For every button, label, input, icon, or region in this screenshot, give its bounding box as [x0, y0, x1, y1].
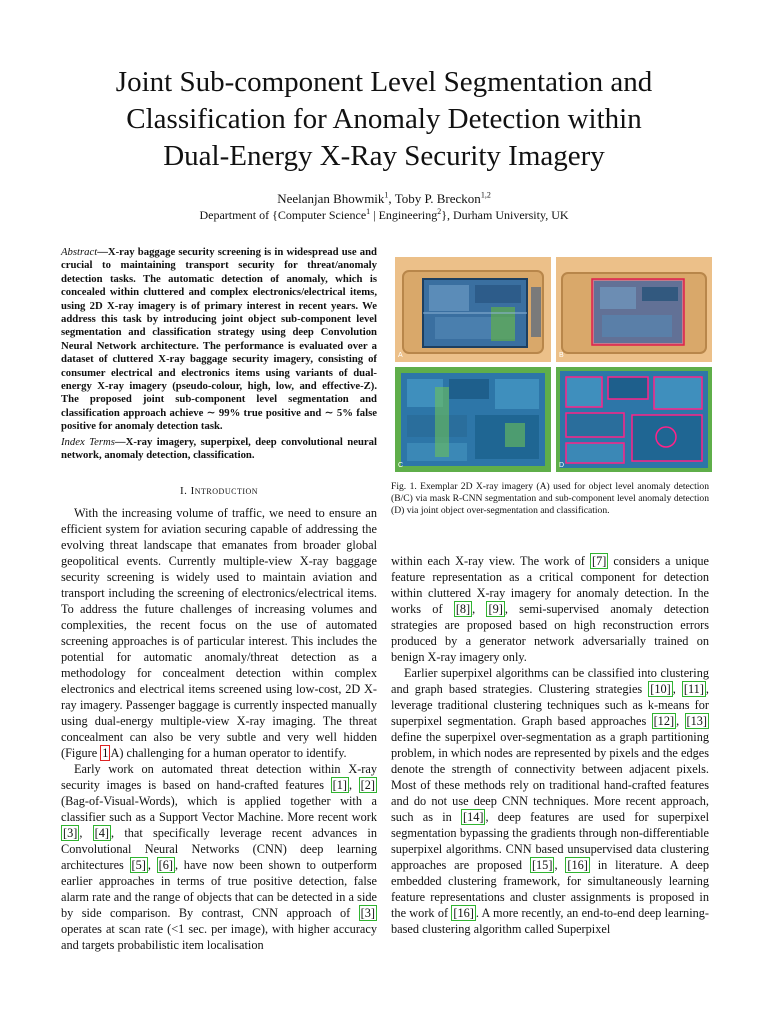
para-text: Early work on automated threat detection within X-ray security images is based on hand-crafted features [61, 761, 377, 792]
para-text: (Bag-of-Visual-Words), which is applied together with a classifier such as a Support Vector Machine. More recent work [61, 793, 377, 824]
para-text: within each X-ray view. The work of [391, 554, 590, 568]
abstract-label: Abstract [61, 246, 98, 258]
citation-link[interactable]: [14] [462, 810, 484, 824]
author-1: Neelanjan Bhowmik [277, 191, 385, 206]
intro-paragraph-2 [61, 761, 377, 953]
affil-part-2: | Engineering [370, 208, 438, 222]
citation-link[interactable]: [12] [653, 714, 675, 728]
para-text: , [672, 682, 682, 696]
para-text: define the superpixel over-segmentation as a graph partitioning problem, in which nodes are represented by pixels and the edges denote the strength of connectivity between adjacent pixels. Most of these methods rely on traditional hand-crafted features and do not use deep CNN techniques. More recent approach, such as in [391, 730, 709, 824]
right-paragraph-1 [391, 553, 709, 665]
citation-link[interactable]: [11] [683, 682, 704, 696]
para-text: A) challenging for a human operator to identify. [110, 745, 347, 760]
index-terms-label: Index Terms [61, 435, 115, 448]
panel-label-b: B [559, 352, 564, 359]
authors [40, 191, 728, 207]
xray-image-c [395, 367, 551, 472]
para-text: , [554, 858, 566, 872]
para-text: , [472, 602, 487, 616]
affil-part-3: }, Durham University, UK [441, 208, 569, 222]
figure-caption: Fig. 1. Exemplar 2D X-ray imagery (A) used for object level anomaly detection (B/C) via mask R-CNN segmentation and sub-component level anomaly detection (D) via joint object over-segmentation and classification. [391, 481, 709, 516]
citation-link[interactable]: [16] [567, 858, 588, 872]
figure-panel-c [395, 367, 551, 472]
left-body [61, 505, 377, 953]
title-line-1: Joint Sub-component Level Segmentation and [115, 66, 653, 98]
citation-link[interactable]: [13] [686, 714, 707, 728]
para-text: With the increasing volume of traffic, we need to ensure an efficient system for aviation securing capable of addressing the evolving threat landscape that emanates from broader global geopolitical events. Currently multiple-view X-ray baggage security screening is widely used to maintain aviation and transport including the screening of electronics/electrical items. To address the future challenges of increasing volumes and complexities, the recent focus on the use of automated screening approaches is of particular interest. This includes the potential for automatic anomaly/threat detection as a methodology for concealment detection within complex electronics and electrical items screened using low-cost, 2D X-ray imagery. Passenger baggage is currently inspected manually using dual-energy multiple-view X-ray imaging. The threat concealment can also be very subtle and very well hidden (Figure [61, 505, 377, 760]
affiliation [40, 208, 728, 223]
para-text: , [147, 857, 157, 872]
figure-panel-b [556, 257, 712, 362]
citation-link[interactable]: [4] [94, 825, 110, 840]
affil-sup-2: 2 [437, 207, 442, 216]
abstract-text: —X-ray baggage security screening is in widespread use and crucial to maintaining transport security for threat/anomaly detection tasks. The automatic detection of anomaly, which is concealed within cluttered and complex electronics/electrical items, using 2D X-ray imagery is of primary interest in recent years. We address this task by introducing joint object sub-component level segmentation and classification strategy using deep Convolution Neural Network architecture. The performance is evaluated over a dataset of cluttered X-ray baggage security imagery, consisting of consumer electrical and electronics items using variants of dual-energy X-ray imagery (pseudo-colour, high, low, and effective-Z). The proposed joint sub-component level segmentation and classification approach achieve ∼ 99% true positive and ∼ 5% false positive for anomaly detection task. [61, 246, 377, 433]
para-text: , that specifically leverage recent advances in Convolutional Neural Networks (CNN) deep learning architectures [61, 825, 377, 872]
citation-link[interactable]: [2] [360, 777, 375, 792]
citation-link[interactable]: [9] [488, 602, 503, 616]
author-2-affil: 1,2 [480, 190, 491, 200]
section-number: I. [179, 484, 191, 497]
right-paragraph-2 [391, 665, 709, 937]
para-text: , [348, 777, 359, 792]
para-text: operates at scan rate (<1 sec. per image), with higher accuracy and targets probabilistic item localisation [61, 921, 377, 952]
author-1-affil: 1 [384, 190, 389, 200]
xray-image-d [556, 367, 712, 472]
figure-panel-a [395, 257, 551, 362]
panel-label-d: D [559, 462, 565, 469]
citation-link[interactable]: [3] [63, 825, 78, 840]
para-text: , have now been shown to outperform earlier approaches in terms of true positive detection, false alarm rate and the range of objects that can be detected in a side by side comparison. By contrast, CNN approach of [61, 857, 377, 920]
affil-part-1: Department of {Computer Science [199, 208, 367, 222]
intro-paragraph-1 [61, 505, 377, 761]
section-name: Introduction [190, 484, 259, 497]
section-heading [61, 485, 377, 497]
figure-1 [395, 257, 712, 472]
citation-link[interactable]: [15] [531, 858, 553, 872]
left-column [61, 246, 377, 953]
para-text: , semi-supervised anomaly detection strategies are proposed based on high reconstruction errors produced by a generator network adversarially trained on benign X-ray imagery only. [391, 602, 709, 664]
title-line-2: Classification for Anomaly Detection within [126, 103, 642, 135]
citation-link[interactable]: [8] [455, 602, 471, 616]
citation-link[interactable]: [7] [591, 554, 607, 568]
author-separator: , [388, 191, 395, 206]
para-text: , [79, 825, 93, 840]
para-text: , [676, 714, 685, 728]
right-body [391, 553, 709, 937]
panel-label-c: C [398, 462, 404, 469]
para-text: , deep features are used for superpixel segmentation bypassing the gradients through non-differentiable superpixel algorithms. CNN based unsupervised data clustering approaches are proposed [391, 810, 709, 872]
para-text: . A more recently, an end-to-end deep learning-based clustering algorithm called Superpixel [391, 906, 709, 936]
index-terms-text: —X-ray imagery, superpixel, deep convolutional neural network, anomaly detection, classification. [61, 435, 377, 462]
citation-link[interactable]: [6] [158, 857, 174, 872]
para-text: , leverage traditional clustering techniques such as k-means for superpixel segmentation. Graph based approaches [391, 682, 709, 728]
panel-label-a: A [398, 352, 403, 359]
paper-title [40, 64, 728, 175]
citation-link[interactable]: [16] [453, 906, 474, 920]
para-text: in literature. A deep embedded clustering framework, for simultaneously learning feature representations and cluster assignments is proposed in the work of [391, 858, 709, 920]
xray-image-a [395, 257, 551, 362]
title-line-3: Dual-Energy X-Ray Security Imagery [163, 140, 605, 172]
index-terms [61, 436, 377, 463]
figure-link[interactable]: 1 [102, 745, 109, 760]
para-text: Earlier superpixel algorithms can be classified into clustering and graph based strategies. Clustering strategies [391, 666, 709, 696]
xray-image-b [556, 257, 712, 362]
author-2: Toby P. Breckon [394, 191, 481, 206]
abstract [61, 246, 377, 434]
citation-link[interactable]: [10] [650, 682, 671, 696]
citation-link[interactable]: [1] [332, 777, 347, 792]
citation-link[interactable]: [5] [131, 857, 146, 872]
affil-sup-1: 1 [366, 207, 371, 216]
figure-panel-d [556, 367, 712, 472]
citation-link[interactable]: [3] [360, 905, 375, 920]
para-text: considers a unique feature representation as a critical component for detection within cluttered X-ray imagery for anomaly detection. In the works of [391, 554, 709, 616]
